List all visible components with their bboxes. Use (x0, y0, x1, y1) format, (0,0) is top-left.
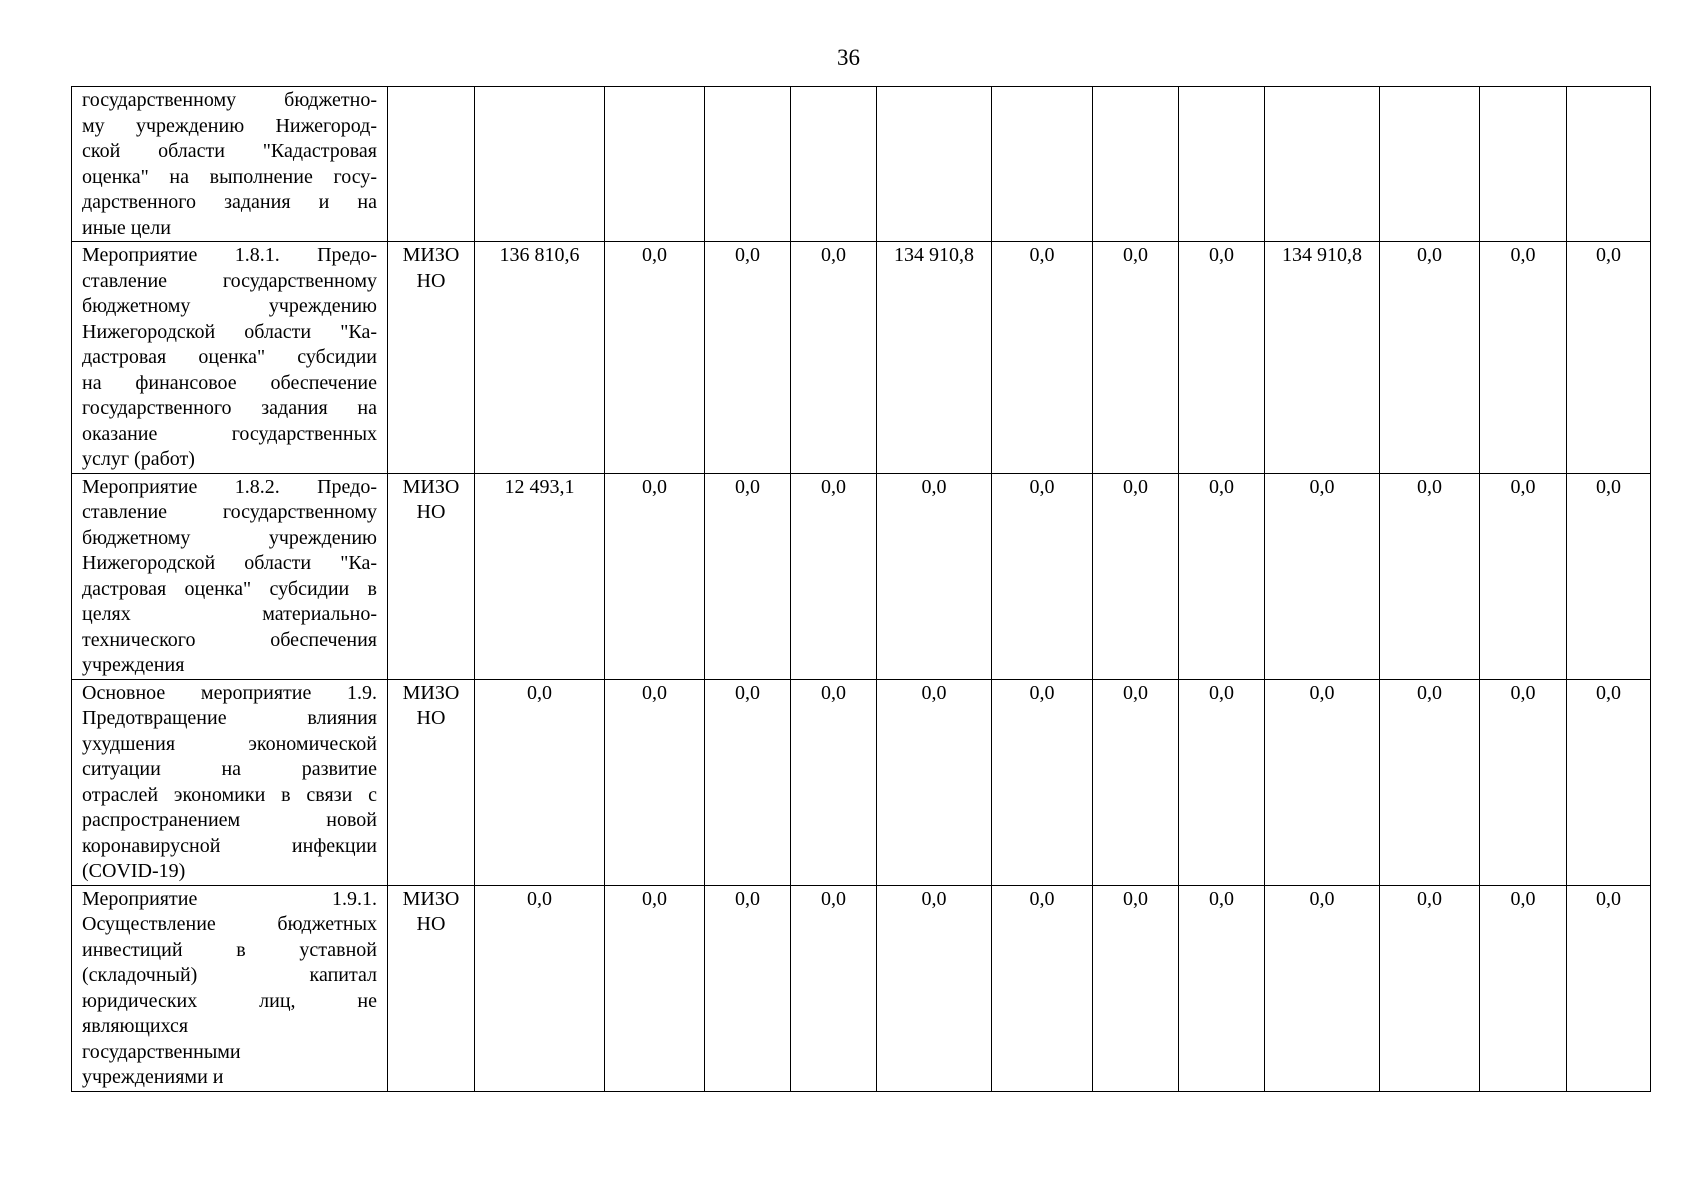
amount-cell: 0,0 (992, 885, 1093, 1091)
amount-cell: 0,0 (705, 885, 791, 1091)
executor-line: НО (416, 269, 446, 292)
amount-cell (1093, 87, 1179, 242)
executor-line: НО (416, 501, 446, 523)
amount-cell: 0,0 (475, 885, 605, 1091)
description-line: дастровая оценка" субсидии в (82, 577, 377, 600)
description-line: государственного задания на (82, 397, 377, 419)
executor-cell (388, 885, 475, 1091)
amount-cell: 136 810,6 (475, 242, 605, 474)
description-line: на финансовое обеспечение (82, 371, 377, 394)
amount-cell: 0,0 (1265, 679, 1380, 885)
amount-cell: 0,0 (791, 473, 877, 679)
description-line: ухудшения экономической (82, 732, 377, 755)
amount-cell: 0,0 (1480, 242, 1567, 474)
description-line: Мероприятие 1.8.2. Предо- (82, 475, 377, 498)
description-line: технического обеспечения (82, 628, 377, 651)
activity-description-cell (72, 87, 388, 242)
description-line: являющихся (82, 1015, 189, 1037)
amount-cell: 0,0 (1380, 473, 1480, 679)
description-line: распространением новой (82, 809, 377, 831)
description-line: Мероприятие 1.9.1. (82, 887, 377, 910)
description-line: коронавирусной инфекции (82, 834, 377, 857)
amount-cell: 0,0 (1480, 473, 1567, 679)
page-number: 36 (837, 45, 860, 70)
amount-cell: 0,0 (705, 473, 791, 679)
amount-cell: 0,0 (1380, 679, 1480, 885)
description-line: услуг (работ) (82, 448, 195, 470)
amount-cell: 0,0 (1093, 679, 1179, 885)
amount-cell: 0,0 (1093, 242, 1179, 474)
amount-cell: 0,0 (1093, 885, 1179, 1091)
executor-line: НО (416, 707, 446, 729)
amount-cell (1380, 87, 1480, 242)
table-row (72, 87, 1651, 242)
executor-cell (388, 679, 475, 885)
amount-cell: 0,0 (1179, 473, 1265, 679)
amount-cell (475, 87, 605, 242)
amount-cell: 0,0 (1380, 242, 1480, 474)
table-row (72, 473, 1651, 679)
executor-cell (388, 87, 475, 242)
amount-cell (992, 87, 1093, 242)
amount-cell: 134 910,8 (1265, 242, 1380, 474)
description-line: бюджетному учреждению (82, 526, 377, 549)
activity-description-cell (72, 473, 388, 679)
description-line: Нижегородской области "Ка- (82, 320, 377, 343)
table-row (72, 242, 1651, 474)
amount-cell: 0,0 (1380, 885, 1480, 1091)
executor-line: НО (416, 913, 446, 935)
amount-cell: 0,0 (705, 679, 791, 885)
amount-cell (1567, 87, 1651, 242)
amount-cell: 0,0 (791, 679, 877, 885)
amount-cell: 0,0 (605, 242, 705, 474)
executor-line: МИЗО (402, 887, 460, 910)
description-line: Нижегородской области "Ка- (82, 552, 377, 574)
description-line: ставление государственному (82, 269, 377, 292)
executor-cell (388, 242, 475, 474)
description-line: иные цели (82, 216, 171, 239)
amount-cell: 0,0 (1480, 885, 1567, 1091)
amount-cell: 0,0 (475, 679, 605, 885)
executor-line: МИЗО (402, 475, 460, 498)
amount-cell: 0,0 (1179, 679, 1265, 885)
description-line: Осуществление бюджетных (82, 913, 377, 935)
description-line: му учреждению Нижегород- (82, 114, 377, 137)
description-line: ской области "Кадастровая (82, 140, 377, 162)
description-line: оказание государственных (82, 422, 377, 445)
amount-cell: 0,0 (1567, 885, 1651, 1091)
amount-cell: 0,0 (1265, 473, 1380, 679)
amount-cell: 0,0 (992, 679, 1093, 885)
description-line: (COVID-19) (82, 860, 186, 882)
amount-cell: 0,0 (1179, 885, 1265, 1091)
amount-cell (705, 87, 791, 242)
description-line: государственными (82, 1040, 241, 1063)
amount-cell: 0,0 (605, 473, 705, 679)
executor-line: МИЗО (402, 244, 460, 266)
description-line: дарственного задания и на (82, 191, 377, 213)
table-body (72, 87, 1651, 1092)
amount-cell: 0,0 (1265, 885, 1380, 1091)
executor-line: МИЗО (402, 681, 460, 704)
amount-cell: 0,0 (877, 885, 992, 1091)
activity-description-cell (72, 885, 388, 1091)
description-line: юридических лиц, не (82, 989, 377, 1012)
amount-cell: 0,0 (1567, 242, 1651, 474)
amount-cell: 0,0 (992, 242, 1093, 474)
description-line: ситуации на развитие (82, 758, 377, 780)
description-line: отраслей экономики в связи с (82, 783, 377, 806)
amount-cell: 0,0 (605, 679, 705, 885)
description-line: (складочный) капитал (82, 964, 377, 986)
amount-cell: 0,0 (791, 242, 877, 474)
amount-cell: 0,0 (1567, 473, 1651, 679)
amount-cell: 0,0 (605, 885, 705, 1091)
amount-cell: 0,0 (992, 473, 1093, 679)
description-line: целях материально- (82, 603, 377, 625)
amount-cell: 12 493,1 (475, 473, 605, 679)
amount-cell: 0,0 (1567, 679, 1651, 885)
amount-cell: 0,0 (1093, 473, 1179, 679)
amount-cell: 0,0 (791, 885, 877, 1091)
description-line: Предотвращение влияния (82, 707, 377, 729)
amount-cell (1179, 87, 1265, 242)
amount-cell (1265, 87, 1380, 242)
description-line: инвестиций в уставной (82, 938, 377, 961)
amount-cell: 0,0 (877, 679, 992, 885)
amount-cell: 0,0 (705, 242, 791, 474)
amount-cell: 0,0 (877, 473, 992, 679)
description-line: ставление государственному (82, 501, 377, 523)
amount-cell (1480, 87, 1567, 242)
budget-table (71, 86, 1651, 1092)
amount-cell: 0,0 (1179, 242, 1265, 474)
description-line: учреждения (82, 654, 185, 676)
table-row (72, 679, 1651, 885)
activity-description-cell (72, 242, 388, 474)
amount-cell: 134 910,8 (877, 242, 992, 474)
amount-cell (791, 87, 877, 242)
amount-cell (605, 87, 705, 242)
table-row (72, 885, 1651, 1091)
executor-cell (388, 473, 475, 679)
description-line: Мероприятие 1.8.1. Предо- (82, 244, 377, 266)
description-line: оценка" на выполнение госу- (82, 165, 377, 188)
amount-cell (877, 87, 992, 242)
description-line: государственному бюджетно- (82, 89, 377, 111)
description-line: Основное мероприятие 1.9. (82, 681, 377, 704)
description-line: учреждениями и (82, 1066, 224, 1088)
description-line: дастровая оценка" субсидии (82, 346, 377, 368)
description-line: бюджетному учреждению (82, 295, 377, 317)
activity-description-cell (72, 679, 388, 885)
amount-cell: 0,0 (1480, 679, 1567, 885)
